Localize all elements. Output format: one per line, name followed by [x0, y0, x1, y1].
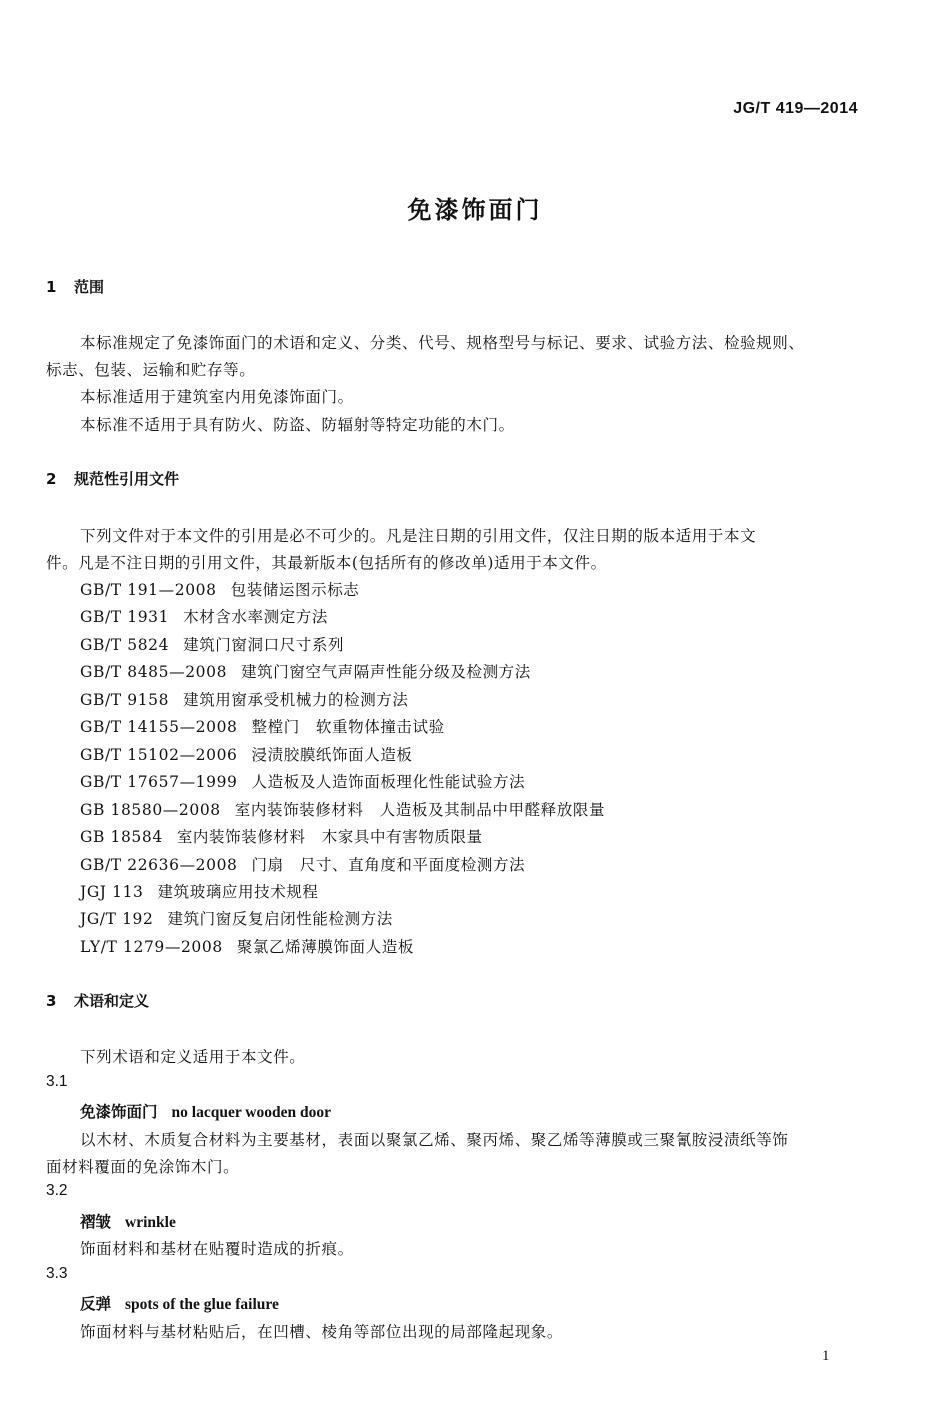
reference-item: [80, 770, 525, 792]
term-heading: [80, 1292, 279, 1314]
reference-code: GB 18580—2008: [80, 801, 221, 819]
scope-paragraph-1-line-1: 本标准规定了免漆饰面门的术语和定义、分类、代号、规格型号与标记、要求、试验方法、检验规则、: [80, 334, 805, 352]
reference-title: 室内装饰装修材料 人造板及其制品中甲醛释放限量: [234, 801, 606, 819]
reference-item: [80, 605, 328, 627]
section-title: 范围: [74, 278, 105, 296]
reference-title: 木材含水率测定方法: [183, 608, 329, 626]
section-number: 1: [46, 278, 57, 296]
clause-number: 3.3: [46, 1265, 68, 1282]
reference-title: 浸渍胶膜纸饰面人造板: [251, 746, 413, 764]
reference-title: 人造板及人造饰面板理化性能试验方法: [251, 773, 526, 791]
reference-item: [80, 935, 414, 957]
references-intro-line-2: 件。凡是不注日期的引用文件，其最新版本(包括所有的修改单)适用于本文件。: [46, 554, 607, 572]
term-zh: 免漆饰面门: [80, 1103, 158, 1121]
term-zh: 褶皱: [80, 1213, 112, 1231]
reference-code: JGJ 113: [80, 883, 144, 901]
document-title: 免漆饰面门: [407, 196, 543, 224]
reference-item: [80, 633, 344, 655]
section-title: 术语和定义: [74, 992, 150, 1010]
scope-paragraph-2: 本标准适用于建筑室内用免漆饰面门。: [80, 388, 354, 406]
reference-item: [80, 715, 445, 737]
reference-title: 建筑玻璃应用技术规程: [157, 883, 319, 901]
reference-title: 聚氯乙烯薄膜饰面人造板: [236, 938, 414, 956]
section-number: 2: [46, 470, 57, 488]
standard-number: JG/T 419—2014: [733, 100, 858, 117]
term-en: no lacquer wooden door: [171, 1104, 331, 1121]
reference-code: GB/T 1931: [80, 608, 170, 626]
clause-number: 3.1: [46, 1073, 68, 1090]
reference-item: [80, 880, 319, 902]
reference-title: 室内装饰装修材料 木家具中有害物质限量: [176, 828, 483, 846]
reference-item: [80, 853, 525, 875]
reference-code: GB/T 5824: [80, 636, 170, 654]
reference-item: [80, 825, 483, 847]
section-number: 3: [46, 992, 57, 1010]
section-heading-normative-references: [46, 468, 179, 489]
reference-code: GB/T 22636—2008: [80, 856, 238, 874]
term-zh: 反弹: [80, 1295, 112, 1313]
term-heading: [80, 1100, 331, 1122]
scope-paragraph-1-line-2: 标志、包装、运输和贮存等。: [46, 361, 256, 379]
reference-code: GB/T 191—2008: [80, 581, 217, 599]
reference-title: 建筑用窗承受机械力的检测方法: [183, 691, 409, 709]
reference-item: [80, 660, 531, 682]
term-definition-line-1: 饰面材料和基材在贴覆时造成的折痕。: [80, 1240, 354, 1258]
reference-code: GB/T 17657—1999: [80, 773, 238, 791]
reference-title: 建筑门窗洞口尺寸系列: [183, 636, 345, 654]
reference-code: LY/T 1279—2008: [80, 938, 223, 956]
term-en: spots of the glue failure: [125, 1296, 279, 1313]
term-definition-line-1: 饰面材料与基材粘贴后，在凹槽、棱角等部位出现的局部隆起现象。: [80, 1323, 564, 1341]
reference-item: [80, 743, 413, 765]
term-en: wrinkle: [125, 1214, 176, 1231]
reference-title: 门扇 尺寸、直角度和平面度检测方法: [251, 856, 526, 874]
terms-intro: 下列术语和定义适用于本文件。: [80, 1048, 306, 1066]
clause-number: 3.2: [46, 1182, 68, 1199]
section-heading-terms-and-definitions: [46, 990, 149, 1011]
reference-item: [80, 798, 605, 820]
reference-title: 包装储运图示标志: [230, 581, 360, 599]
reference-code: GB/T 8485—2008: [80, 663, 228, 681]
reference-item: [80, 907, 393, 929]
reference-title: 建筑门窗反复启闭性能检测方法: [167, 910, 393, 928]
section-heading-scope: [46, 276, 104, 297]
term-definition-line-1: 以木材、木质复合材料为主要基材，表面以聚氯乙烯、聚丙烯、聚乙烯等薄膜或三聚氰胺浸渍纸等饰: [80, 1131, 789, 1149]
reference-code: JG/T 192: [80, 910, 154, 928]
reference-item: [80, 578, 359, 600]
term-heading: [80, 1210, 176, 1232]
page-number: 1: [822, 1348, 830, 1364]
scope-paragraph-3: 本标准不适用于具有防火、防盗、防辐射等特定功能的木门。: [80, 416, 515, 434]
section-title: 规范性引用文件: [74, 470, 180, 488]
reference-item: [80, 688, 409, 710]
reference-code: GB/T 9158: [80, 691, 170, 709]
reference-code: GB 18584: [80, 828, 163, 846]
reference-code: GB/T 14155—2008: [80, 718, 238, 736]
term-definition-line-2: 面材料覆面的免涂饰木门。: [46, 1158, 240, 1176]
references-intro-line-1: 下列文件对于本文件的引用是必不可少的。凡是注日期的引用文件，仅注日期的版本适用于本文: [80, 527, 757, 545]
reference-title: 整樘门 软重物体撞击试验: [251, 718, 445, 736]
reference-title: 建筑门窗空气声隔声性能分级及检测方法: [241, 663, 531, 681]
reference-code: GB/T 15102—2006: [80, 746, 238, 764]
